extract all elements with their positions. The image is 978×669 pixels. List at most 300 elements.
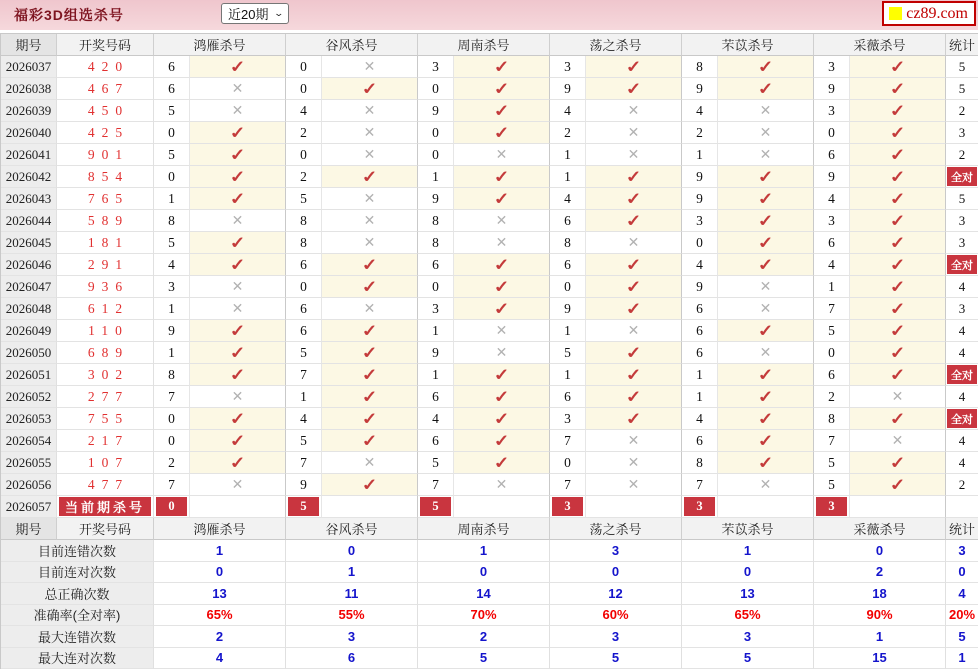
check-icon: ✓	[757, 364, 774, 385]
kill-mark-cell	[190, 320, 286, 342]
stat-cell: 4	[946, 430, 978, 452]
kill-number: 7	[550, 430, 586, 452]
kill-mark-cell	[322, 56, 418, 78]
check-icon: ✓	[493, 430, 510, 451]
kill-number: 8	[682, 56, 718, 78]
cross-icon: ✕	[232, 388, 244, 405]
kill-mark-cell	[850, 276, 946, 298]
current-kill-number-cell	[682, 496, 718, 518]
kill-number: 7	[418, 474, 454, 496]
check-icon: ✓	[889, 78, 906, 99]
period-cell: 2026045	[1, 232, 57, 254]
chevron-down-icon: ⌄	[274, 8, 285, 19]
cross-icon: ✕	[628, 432, 640, 449]
summary-header-expert-5: 采薇杀号	[814, 518, 946, 540]
kill-number: 1	[286, 386, 322, 408]
stat-cell: 5	[946, 56, 978, 78]
kill-mark-cell	[850, 408, 946, 430]
kill-number: 0	[418, 276, 454, 298]
period-cell: 2026056	[1, 474, 57, 496]
cross-icon: ✕	[364, 300, 376, 317]
kill-mark-cell	[718, 408, 814, 430]
kill-mark-cell	[586, 474, 682, 496]
stat-cell: 3	[946, 122, 978, 144]
kill-mark-cell	[718, 100, 814, 122]
check-icon: ✓	[889, 122, 906, 143]
kill-number: 3	[418, 56, 454, 78]
period-cell: 2026042	[1, 166, 57, 188]
kill-number: 7	[814, 430, 850, 452]
kill-mark-cell	[454, 474, 550, 496]
kill-number: 6	[682, 430, 718, 452]
cross-icon: ✕	[760, 300, 772, 317]
current-kill-mark-cell	[718, 496, 814, 518]
kill-mark-cell	[454, 78, 550, 100]
check-icon: ✓	[361, 254, 378, 275]
summary-row-label: 目前连对次数	[1, 562, 154, 584]
check-icon: ✓	[229, 122, 246, 143]
check-icon: ✓	[493, 166, 510, 187]
summary-row-label: 总正确次数	[1, 583, 154, 605]
kill-mark-cell	[850, 254, 946, 276]
kill-number: 8	[286, 232, 322, 254]
cross-icon: ✕	[232, 80, 244, 97]
kill-mark-cell	[190, 188, 286, 210]
draw-numbers: 689	[57, 342, 154, 364]
check-icon: ✓	[229, 56, 246, 77]
draw-numbers: 420	[57, 56, 154, 78]
period-cell: 2026052	[1, 386, 57, 408]
kill-number: 5	[814, 452, 850, 474]
kill-number: 1	[418, 364, 454, 386]
kill-mark-cell	[850, 364, 946, 386]
cross-icon: ✕	[364, 58, 376, 75]
stat-cell: 5	[946, 78, 978, 100]
kill-mark-cell	[850, 342, 946, 364]
kill-mark-cell	[454, 232, 550, 254]
stat-cell	[946, 166, 978, 188]
check-icon: ✓	[889, 408, 906, 429]
check-icon: ✓	[361, 166, 378, 187]
kill-number: 9	[682, 276, 718, 298]
current-kill-label: 当前期杀号	[59, 497, 151, 516]
draw-numbers: 755	[57, 408, 154, 430]
check-icon: ✓	[889, 320, 906, 341]
kill-mark-cell	[586, 56, 682, 78]
kill-number: 7	[286, 452, 322, 474]
kill-number: 5	[814, 320, 850, 342]
current-kill-mark-cell	[322, 496, 418, 518]
kill-mark-cell	[718, 452, 814, 474]
kill-mark-cell	[718, 144, 814, 166]
col-header-period: 期号	[1, 34, 57, 56]
summary-header-draw: 开奖号码	[57, 518, 154, 540]
summary-value: 0	[286, 540, 418, 562]
current-kill-mark-cell	[454, 496, 550, 518]
summary-value: 0	[154, 562, 286, 584]
kill-number: 1	[550, 144, 586, 166]
kill-number: 7	[154, 386, 190, 408]
kill-number: 1	[682, 386, 718, 408]
kill-mark-cell	[190, 364, 286, 386]
draw-numbers: 612	[57, 298, 154, 320]
kill-mark-cell	[322, 452, 418, 474]
summary-value: 1	[682, 540, 814, 562]
kill-mark-cell	[850, 430, 946, 452]
check-icon: ✓	[889, 188, 906, 209]
summary-value: 90%	[814, 605, 946, 627]
logo-text: cz89.com	[906, 5, 968, 23]
check-icon: ✓	[889, 342, 906, 363]
check-icon: ✓	[757, 232, 774, 253]
kill-mark-cell	[190, 56, 286, 78]
kill-mark-cell	[718, 298, 814, 320]
kill-mark-cell	[190, 210, 286, 232]
kill-mark-cell	[454, 56, 550, 78]
draw-numbers: 477	[57, 474, 154, 496]
kill-mark-cell	[454, 166, 550, 188]
period-cell: 2026055	[1, 452, 57, 474]
kill-number: 2	[814, 386, 850, 408]
kill-number: 8	[814, 408, 850, 430]
kill-mark-cell	[454, 298, 550, 320]
check-icon: ✓	[361, 474, 378, 495]
summary-value-stat: 20%	[946, 605, 978, 627]
stat-cell: 5	[946, 188, 978, 210]
check-icon: ✓	[493, 386, 510, 407]
check-icon: ✓	[625, 188, 642, 209]
kill-number: 1	[418, 166, 454, 188]
summary-value-stat: 4	[946, 583, 978, 605]
cross-icon: ✕	[496, 322, 508, 339]
check-icon: ✓	[625, 166, 642, 187]
kill-number: 6	[286, 298, 322, 320]
check-icon: ✓	[361, 386, 378, 407]
check-icon: ✓	[493, 298, 510, 319]
summary-value: 0	[682, 562, 814, 584]
summary-value: 60%	[550, 605, 682, 627]
summary-value: 3	[682, 626, 814, 648]
kill-mark-cell	[718, 430, 814, 452]
check-icon: ✓	[889, 364, 906, 385]
cross-icon: ✕	[496, 234, 508, 251]
draw-numbers: 302	[57, 364, 154, 386]
kill-number: 9	[418, 188, 454, 210]
kill-number: 4	[682, 100, 718, 122]
kill-number: 6	[286, 320, 322, 342]
check-icon: ✓	[229, 166, 246, 187]
check-icon: ✓	[229, 364, 246, 385]
stat-cell: 2	[946, 100, 978, 122]
kill-number: 1	[418, 320, 454, 342]
summary-row-label: 准确率(全对率)	[1, 605, 154, 627]
period-cell: 2026047	[1, 276, 57, 298]
kill-number: 6	[682, 320, 718, 342]
current-kill-number: 3	[684, 497, 715, 516]
kill-mark-cell	[850, 166, 946, 188]
kill-mark-cell	[454, 408, 550, 430]
period-cell: 2026038	[1, 78, 57, 100]
cross-icon: ✕	[364, 102, 376, 119]
check-icon: ✓	[625, 408, 642, 429]
all-correct-badge: 全对	[947, 167, 977, 186]
kill-mark-cell	[718, 122, 814, 144]
all-correct-badge: 全对	[947, 365, 977, 384]
kill-mark-cell	[586, 408, 682, 430]
current-stat-cell	[946, 496, 978, 518]
kill-number: 4	[286, 100, 322, 122]
kill-number: 4	[550, 188, 586, 210]
kill-mark-cell	[190, 452, 286, 474]
draw-numbers: 765	[57, 188, 154, 210]
check-icon: ✓	[361, 320, 378, 341]
col-header-draw: 开奖号码	[57, 34, 154, 56]
draw-numbers: 901	[57, 144, 154, 166]
current-kill-mark-cell	[586, 496, 682, 518]
check-icon: ✓	[625, 56, 642, 77]
kill-mark-cell	[718, 276, 814, 298]
kill-mark-cell	[850, 474, 946, 496]
check-icon: ✓	[229, 452, 246, 473]
kill-number: 4	[418, 408, 454, 430]
kill-mark-cell	[454, 386, 550, 408]
col-header-expert-1: 谷风杀号	[286, 34, 418, 56]
kill-number: 1	[154, 342, 190, 364]
cross-icon: ✕	[364, 454, 376, 471]
kill-mark-cell	[322, 100, 418, 122]
kill-mark-cell	[190, 232, 286, 254]
site-logo[interactable]	[883, 2, 975, 25]
kill-number: 9	[418, 100, 454, 122]
check-icon: ✓	[493, 254, 510, 275]
check-icon: ✓	[757, 56, 774, 77]
kill-number: 5	[814, 474, 850, 496]
cross-icon: ✕	[232, 300, 244, 317]
check-icon: ✓	[625, 298, 642, 319]
summary-value: 1	[418, 540, 550, 562]
cross-icon: ✕	[760, 344, 772, 361]
cross-icon: ✕	[760, 476, 772, 493]
kill-number: 8	[418, 232, 454, 254]
kill-mark-cell	[454, 122, 550, 144]
check-icon: ✓	[625, 210, 642, 231]
kill-number: 5	[286, 430, 322, 452]
all-correct-badge: 全对	[947, 255, 977, 274]
kill-mark-cell	[322, 232, 418, 254]
stat-cell: 3	[946, 232, 978, 254]
draw-numbers: 589	[57, 210, 154, 232]
kill-number: 3	[814, 210, 850, 232]
col-header-stat: 统计	[946, 34, 978, 56]
current-kill-mark-cell	[190, 496, 286, 518]
kill-number: 8	[154, 210, 190, 232]
cross-icon: ✕	[760, 146, 772, 163]
summary-value: 3	[286, 626, 418, 648]
kill-number: 5	[286, 342, 322, 364]
check-icon: ✓	[889, 276, 906, 297]
cross-icon: ✕	[364, 234, 376, 251]
kill-number: 3	[418, 298, 454, 320]
kill-mark-cell	[454, 100, 550, 122]
current-period-cell: 2026057	[1, 496, 57, 518]
kill-number: 4	[814, 188, 850, 210]
kill-number: 4	[286, 408, 322, 430]
kill-mark-cell	[850, 452, 946, 474]
check-icon: ✓	[625, 342, 642, 363]
kill-number: 8	[286, 210, 322, 232]
check-icon: ✓	[757, 452, 774, 473]
kill-number: 9	[154, 320, 190, 342]
stat-cell: 4	[946, 342, 978, 364]
kill-mark-cell	[718, 474, 814, 496]
kill-mark-cell	[586, 232, 682, 254]
kill-mark-cell	[586, 386, 682, 408]
kill-number: 1	[682, 144, 718, 166]
kill-mark-cell	[586, 298, 682, 320]
kill-number: 0	[286, 78, 322, 100]
kill-number: 1	[814, 276, 850, 298]
stat-cell: 2	[946, 144, 978, 166]
kill-mark-cell	[322, 430, 418, 452]
kill-number: 7	[154, 474, 190, 496]
check-icon: ✓	[229, 342, 246, 363]
summary-header-expert-4: 芣苡杀号	[682, 518, 814, 540]
check-icon: ✓	[493, 276, 510, 297]
kill-number: 4	[682, 408, 718, 430]
kill-mark-cell	[586, 100, 682, 122]
col-header-expert-4: 芣苡杀号	[682, 34, 814, 56]
kill-number: 2	[286, 122, 322, 144]
kill-mark-cell	[718, 210, 814, 232]
kill-mark-cell	[322, 298, 418, 320]
kill-mark-cell	[190, 474, 286, 496]
cross-icon: ✕	[232, 102, 244, 119]
summary-value: 6	[286, 648, 418, 669]
current-kill-number: 5	[420, 497, 451, 516]
summary-value-stat: 0	[946, 562, 978, 584]
check-icon: ✓	[757, 188, 774, 209]
kill-number: 0	[154, 166, 190, 188]
kill-mark-cell	[190, 122, 286, 144]
kill-mark-cell	[322, 210, 418, 232]
check-icon: ✓	[889, 144, 906, 165]
kill-mark-cell	[586, 144, 682, 166]
summary-value: 0	[814, 540, 946, 562]
kill-mark-cell	[586, 122, 682, 144]
period-range-select[interactable]	[221, 3, 289, 24]
summary-value: 15	[814, 648, 946, 669]
cross-icon: ✕	[364, 212, 376, 229]
kill-mark-cell	[454, 452, 550, 474]
cross-icon: ✕	[496, 476, 508, 493]
kill-number: 0	[154, 122, 190, 144]
kill-number: 6	[418, 254, 454, 276]
stat-cell: 4	[946, 452, 978, 474]
kill-mark-cell	[454, 188, 550, 210]
period-cell: 2026043	[1, 188, 57, 210]
kill-mark-cell	[850, 100, 946, 122]
current-kill-number-cell	[154, 496, 190, 518]
draw-numbers: 450	[57, 100, 154, 122]
summary-header-period: 期号	[1, 518, 57, 540]
kill-mark-cell	[586, 276, 682, 298]
current-kill-label-cell	[57, 496, 154, 518]
summary-header-expert-1: 谷风杀号	[286, 518, 418, 540]
kill-mark-cell	[190, 100, 286, 122]
summary-value-stat: 1	[946, 648, 978, 669]
kill-mark-cell	[322, 254, 418, 276]
kill-number: 3	[550, 56, 586, 78]
check-icon: ✓	[757, 254, 774, 275]
check-icon: ✓	[229, 430, 246, 451]
check-icon: ✓	[625, 78, 642, 99]
kill-mark-cell	[190, 408, 286, 430]
draw-numbers: 277	[57, 386, 154, 408]
summary-value: 2	[814, 562, 946, 584]
kill-number: 6	[814, 364, 850, 386]
kill-number: 1	[154, 298, 190, 320]
summary-value: 3	[550, 540, 682, 562]
draw-numbers: 291	[57, 254, 154, 276]
summary-value: 2	[418, 626, 550, 648]
kill-number: 6	[154, 56, 190, 78]
check-icon: ✓	[757, 386, 774, 407]
kill-mark-cell	[190, 342, 286, 364]
kill-number: 0	[682, 232, 718, 254]
kill-mark-cell	[586, 342, 682, 364]
stat-cell: 3	[946, 210, 978, 232]
kill-mark-cell	[850, 144, 946, 166]
kill-mark-cell	[718, 364, 814, 386]
kill-mark-cell	[850, 78, 946, 100]
kill-mark-cell	[190, 78, 286, 100]
kill-number: 9	[682, 188, 718, 210]
kill-number: 8	[154, 364, 190, 386]
stat-cell	[946, 364, 978, 386]
kill-mark-cell	[586, 188, 682, 210]
kill-mark-cell	[322, 276, 418, 298]
check-icon: ✓	[493, 122, 510, 143]
kill-mark-cell	[454, 342, 550, 364]
kill-number: 5	[154, 144, 190, 166]
summary-value-stat: 5	[946, 626, 978, 648]
check-icon: ✓	[757, 320, 774, 341]
kill-number: 4	[154, 254, 190, 276]
kill-number: 3	[814, 56, 850, 78]
summary-value: 3	[550, 626, 682, 648]
kill-mark-cell	[190, 276, 286, 298]
kill-number: 4	[814, 254, 850, 276]
logo-square-icon	[889, 7, 902, 20]
kill-number: 6	[814, 232, 850, 254]
kill-number: 6	[682, 298, 718, 320]
check-icon: ✓	[493, 56, 510, 77]
kill-mark-cell	[850, 320, 946, 342]
stat-cell: 4	[946, 386, 978, 408]
check-icon: ✓	[361, 276, 378, 297]
cross-icon: ✕	[628, 454, 640, 471]
check-icon: ✓	[229, 254, 246, 275]
summary-value: 1	[814, 626, 946, 648]
period-cell: 2026049	[1, 320, 57, 342]
summary-value: 12	[550, 583, 682, 605]
kill-number: 3	[682, 210, 718, 232]
check-icon: ✓	[493, 100, 510, 121]
current-kill-number-cell	[550, 496, 586, 518]
kill-number: 6	[550, 386, 586, 408]
kill-number: 4	[550, 100, 586, 122]
cross-icon: ✕	[496, 212, 508, 229]
